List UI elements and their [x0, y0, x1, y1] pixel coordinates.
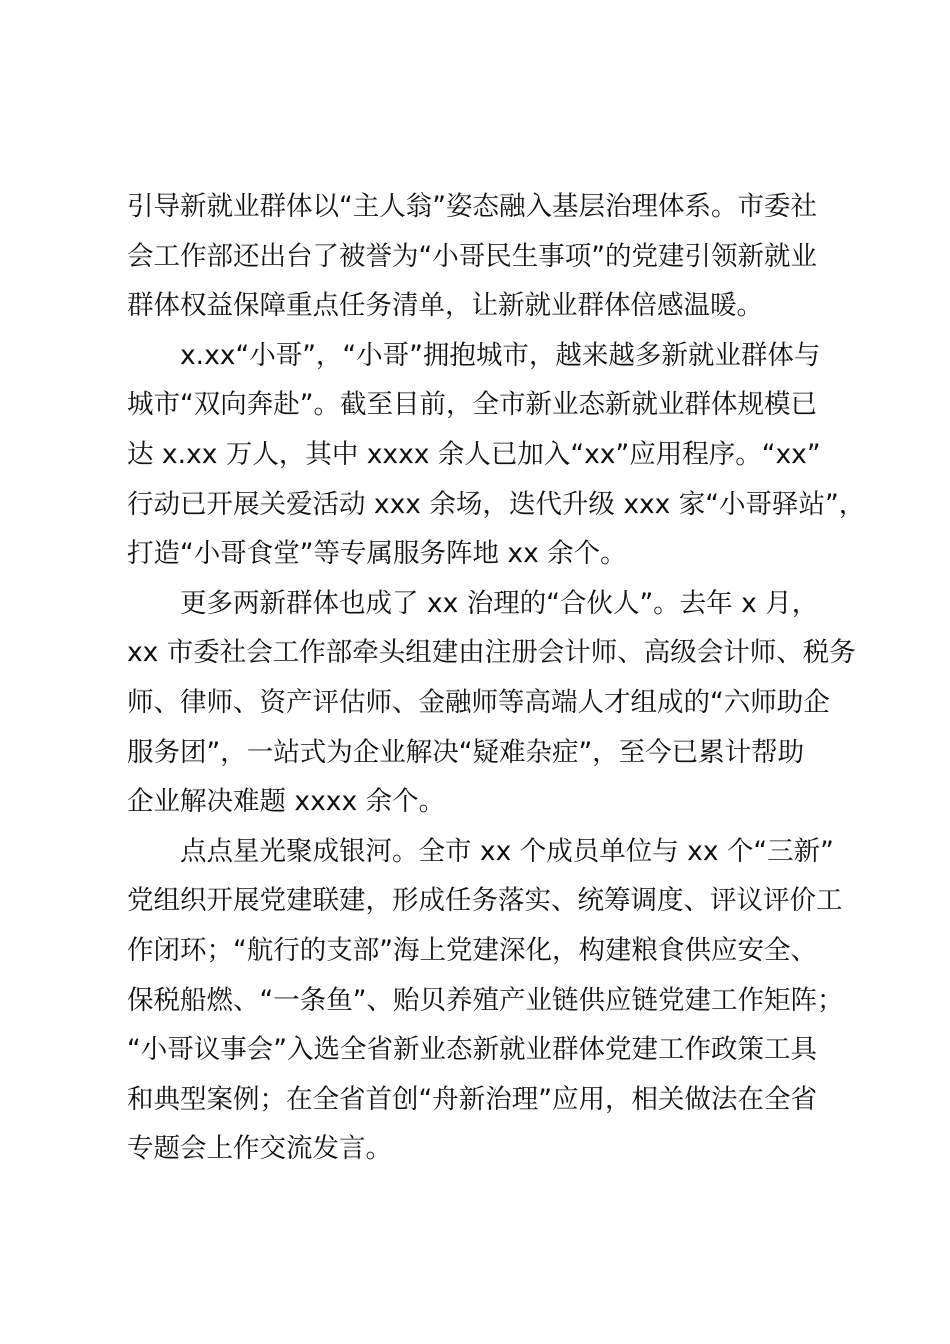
text-line: xx 市委社会工作部牵头组建由注册会计师、高级会计师、税务	[127, 637, 856, 669]
text-line: “小哥议事会”入选全省新业态新就业群体党建工作政策工具	[127, 1034, 817, 1066]
text-line: 师、律师、资产评估师、金融师等高端人才组成的“六师助企	[127, 686, 830, 718]
text-line: 达 x.xx 万人，其中 xxxx 余人已加入“xx”应用程序。“xx”	[127, 438, 821, 470]
text-line: 城市“双向奔赴”。截至目前，全市新业态新就业群体规模已	[127, 389, 817, 421]
text-line: 群体权益保障重点任务清单，让新就业群体倍感温暖。	[127, 290, 763, 322]
paragraph	[127, 827, 867, 1174]
text-line: 引导新就业群体以“主人翁”姿态融入基层治理体系。市委社	[127, 191, 817, 222]
text-line: 点点星光聚成银河。全市 xx 个成员单位与 xx 个“三新”	[127, 835, 834, 867]
paragraph	[127, 331, 867, 579]
text-line: 保税船燃、“一条鱼”、贻贝养殖产业链供应链党建工作矩阵；	[127, 984, 844, 1016]
paragraph	[127, 182, 867, 331]
text-line: 行动已开展关爱活动 xxx 余场，迭代升级 xxx 家“小哥驿站”，	[127, 488, 866, 520]
text-line: 企业解决难题 xxxx 余个。	[127, 786, 446, 818]
text-line: 党组织开展党建联建，形成任务落实、统筹调度、评议评价工	[127, 885, 843, 917]
text-line: 更多两新群体也成了 xx 治理的“合伙人”。去年 x 月，	[127, 587, 819, 619]
text-line: 打造“小哥食堂”等专属服务阵地 xx 余个。	[127, 538, 627, 570]
text-line: 作闭环；“航行的支部”海上党建深化，构建粮食供应安全、	[127, 934, 817, 966]
text-line: 服务团”，一站式为企业解决“疑难杂症”，至今已累计帮助	[127, 736, 805, 768]
text-line: 会工作部还出台了被誉为“小哥民生事项”的党建引领新就业	[127, 240, 817, 272]
paragraph	[127, 579, 867, 827]
document-body	[127, 182, 867, 1174]
text-line: x.xx“小哥”，“小哥”拥抱城市，越来越多新就业群体与	[127, 339, 821, 371]
text-line: 和典型案例；在全省首创“舟新治理”应用，相关做法在全省	[127, 1083, 817, 1115]
text-line: 专题会上作交流发言。	[127, 1133, 392, 1165]
